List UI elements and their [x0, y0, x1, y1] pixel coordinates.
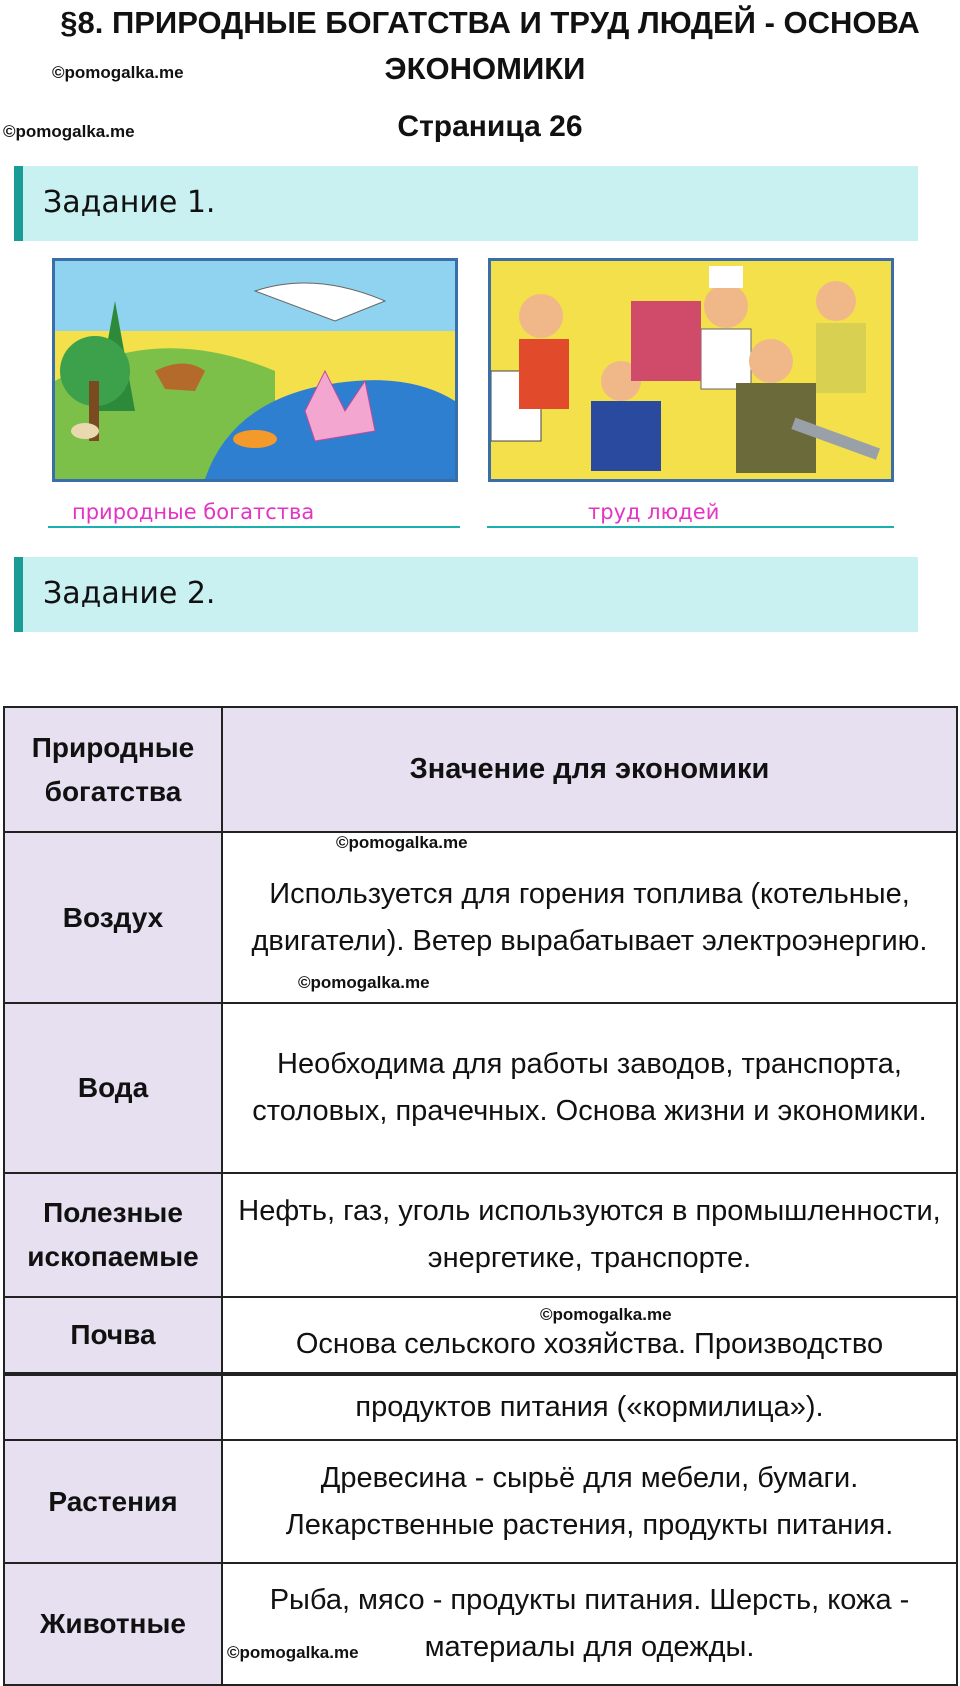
meaning-cell: Рыба, мясо - продукты питания. Шерсть, кожа - материалы для одежды.: [222, 1563, 957, 1685]
caption-underline: [487, 526, 894, 528]
title-line-1: §8. ПРИРОДНЫЕ БОГАТСТВА И ТРУД ЛЮДЕЙ - ОСНОВА: [60, 5, 920, 40]
caption-human-labor: труд людей: [588, 500, 720, 524]
watermark: ©pomogalka.me: [540, 1305, 672, 1324]
page-number: Страница 26: [397, 110, 583, 143]
resource-cell: Воздух: [4, 832, 222, 1003]
resource-cell: Животные: [4, 1563, 222, 1685]
table-row: [4, 1003, 957, 1173]
resource-cell: Вода: [4, 1003, 222, 1173]
meaning-cell: Используется для горения топлива (котельные, двигатели). Ветер вырабатывает электроэнергию.: [222, 832, 957, 1003]
table-row: [4, 1440, 957, 1563]
resource-cell: [4, 1375, 222, 1440]
caption-natural-resources: природные богатства: [72, 500, 315, 524]
resource-cell: Полезные ископаемые: [4, 1173, 222, 1297]
watermark: ©pomogalka.me: [227, 1643, 359, 1662]
header-resources: Природные богатства: [4, 707, 222, 832]
watermark: ©pomogalka.me: [3, 122, 135, 141]
watermark: ©pomogalka.me: [52, 63, 184, 82]
table-row: [4, 1297, 957, 1373]
meaning-cell: Нефть, газ, уголь используются в промышленности, энергетике, транспорте.: [222, 1173, 957, 1297]
table-header-row: [4, 707, 957, 832]
table-row: [4, 1173, 957, 1297]
meaning-cell: Необходима для работы заводов, транспорта, столовых, прачечных. Основа жизни и экономики.: [222, 1003, 957, 1173]
header-meaning: Значение для экономики: [222, 707, 957, 832]
watermark: ©pomogalka.me: [298, 973, 430, 992]
resource-cell: Почва: [4, 1297, 222, 1373]
table-row: [4, 1375, 957, 1440]
economy-table: [3, 706, 958, 1374]
watermark: ©pomogalka.me: [336, 833, 468, 852]
human-labor-illustration: [488, 258, 894, 482]
task-1-label: Задание 1.: [43, 185, 216, 220]
task-2-label: Задание 2.: [43, 576, 216, 611]
meaning-cell: Основа сельского хозяйства. Производство: [222, 1297, 957, 1373]
table-row: [4, 1563, 957, 1685]
meaning-cell: продуктов питания («кормилица»).: [222, 1375, 957, 1440]
resource-cell: Растения: [4, 1440, 222, 1563]
caption-underline: [48, 526, 460, 528]
task-1-header: [14, 166, 918, 241]
economy-table-continued: [3, 1374, 958, 1686]
title-line-2: ЭКОНОМИКИ: [384, 51, 586, 86]
task-2-header: [14, 557, 918, 632]
table-row: [4, 832, 957, 1003]
natural-resources-illustration: [52, 258, 458, 482]
meaning-cell: Древесина - сырьё для мебели, бумаги. Лекарственные растения, продукты питания.: [222, 1440, 957, 1563]
